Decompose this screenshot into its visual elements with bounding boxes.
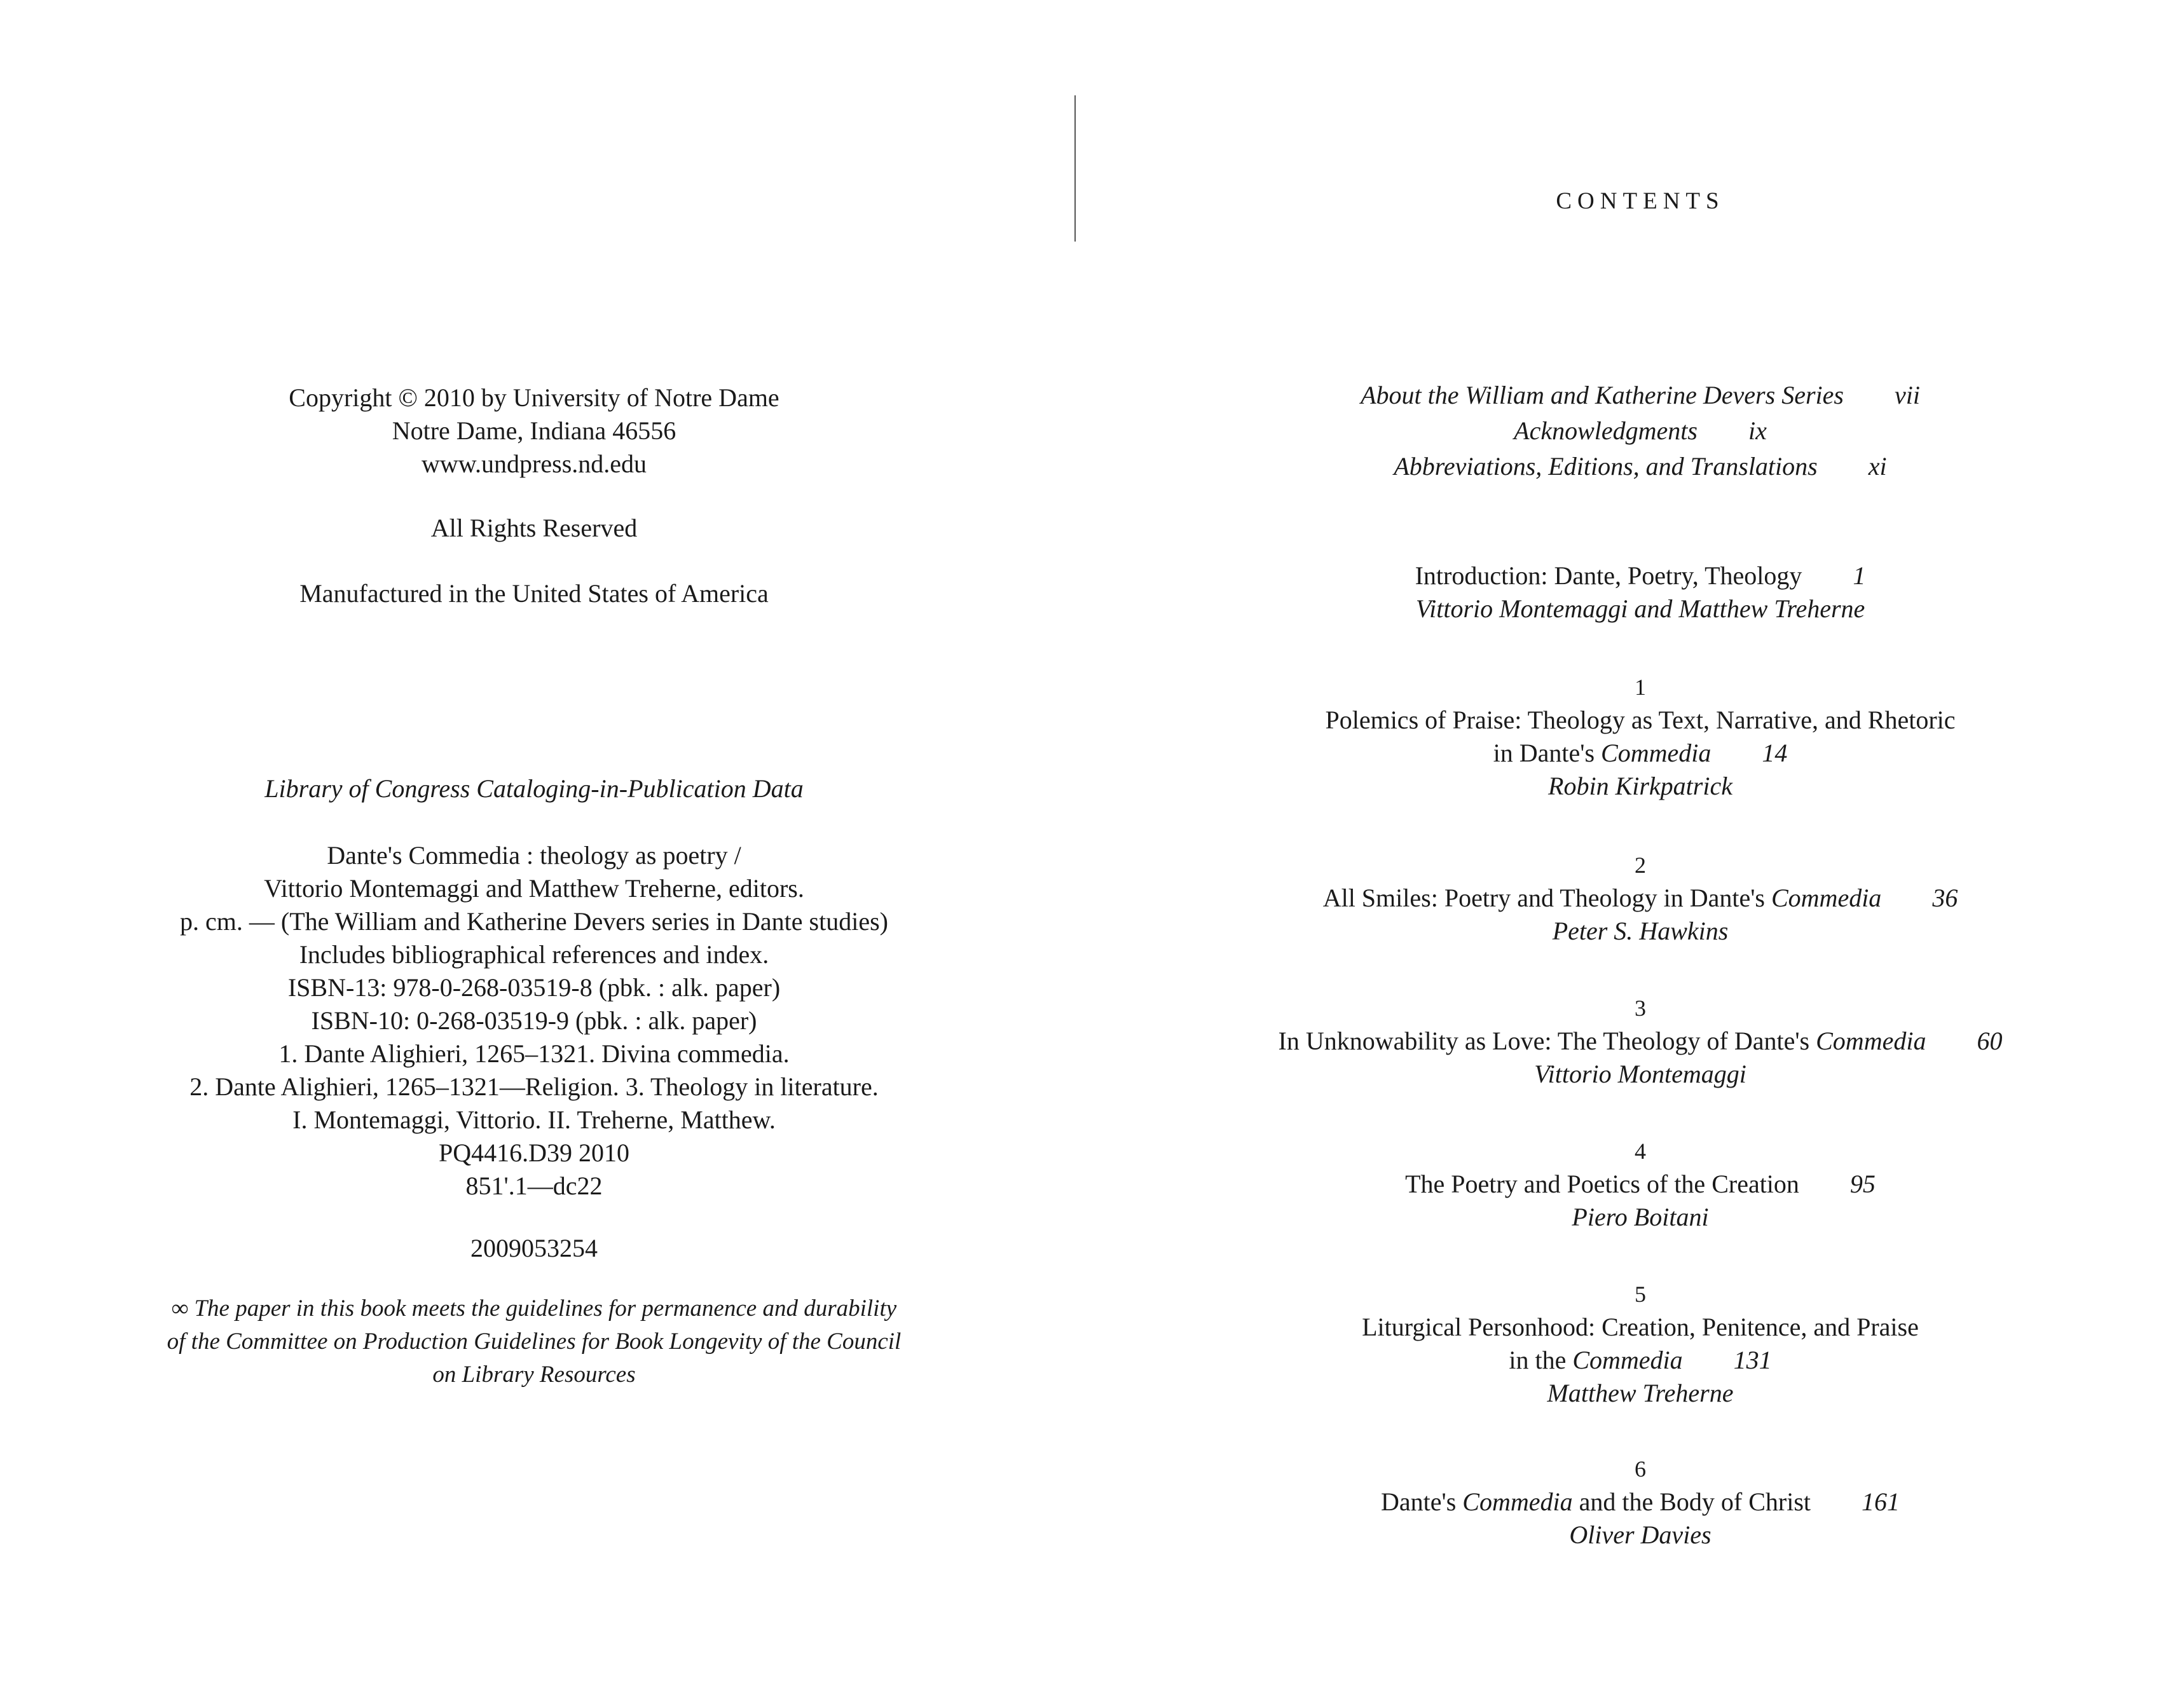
publisher-address: Notre Dame, Indiana 46556 <box>392 416 676 445</box>
contents-heading: CONTENTS <box>1556 188 1725 214</box>
publisher-website: www.undpress.nd.edu <box>421 449 647 478</box>
cip-line: 1. Dante Alighieri, 1265–1321. Divina commedia. <box>278 1039 790 1068</box>
paper-permanence-note <box>0 1292 1068 1391</box>
toc-author: Vittorio Montemaggi and Matthew Treherne <box>1415 594 1865 623</box>
toc-entry-chapter-4[interactable] <box>1081 1135 2161 1234</box>
toc-page-number: vii <box>1894 381 1920 409</box>
cip-line: 851'.1—dc22 <box>465 1172 603 1200</box>
toc-author: Oliver Davies <box>1569 1520 1712 1549</box>
toc-page-number: 131 <box>1733 1346 1772 1374</box>
toc-entry-chapter-1[interactable] <box>1081 671 2161 803</box>
toc-title-part: in the <box>1509 1346 1573 1374</box>
toc-title-italic: Commedia <box>1771 884 1882 912</box>
toc-title: Liturgical Personhood: Creation, Penitence, and Praise <box>1362 1313 1919 1341</box>
toc-author: Vittorio Montemaggi <box>1534 1060 1746 1088</box>
copyright-line: Copyright © 2010 by University of Notre Dame <box>289 383 779 412</box>
cip-line: p. cm. — (The William and Katherine Devers series in Dante studies) <box>180 907 888 936</box>
toc-entry-chapter-3[interactable] <box>1081 992 2161 1091</box>
cip-line: 2. Dante Alighieri, 1265–1321—Religion. 3. Theology in literature. <box>189 1072 879 1101</box>
toc-page-number: 95 <box>1849 1170 1876 1198</box>
toc-entry-front-matter[interactable] <box>1081 379 2161 412</box>
toc-title-part: in Dante's <box>1493 739 1602 767</box>
paper-note-line: ∞ The paper in this book meets the guidelines for permanence and durability <box>171 1295 897 1322</box>
toc-page-number: 14 <box>1762 739 1788 767</box>
chapter-number: 6 <box>1635 1456 1646 1482</box>
rights-text: All Rights Reserved <box>430 514 638 542</box>
toc-title-part: The Poetry and Poetics of the Creation <box>1405 1170 1799 1198</box>
toc-title-part: Dante's <box>1380 1487 1463 1516</box>
toc-title-part: and the Body of Christ <box>1572 1487 1811 1516</box>
toc-page-number: ix <box>1748 416 1767 445</box>
paper-note-line: on Library Resources <box>432 1362 636 1388</box>
toc-title-line <box>1081 1344 2161 1377</box>
cip-line: I. Montemaggi, Vittorio. II. Treherne, Matthew. <box>292 1105 776 1134</box>
toc-page-number: xi <box>1868 452 1887 481</box>
toc-author: Piero Boitani <box>1572 1203 1709 1231</box>
toc-entry-front-matter[interactable] <box>1081 414 2161 447</box>
lccn <box>0 1232 1068 1265</box>
toc-entry-front-matter[interactable] <box>1081 450 2161 483</box>
cip-heading-text: Library of Congress Cataloging-in-Publication Data <box>264 774 804 803</box>
chapter-number: 3 <box>1635 995 1646 1021</box>
toc-author: Robin Kirkpatrick <box>1548 772 1732 800</box>
chapter-number: 4 <box>1635 1138 1646 1164</box>
toc-title-italic: Commedia <box>1572 1346 1683 1374</box>
toc-entry-chapter-6[interactable] <box>1081 1452 2161 1552</box>
chapter-number: 2 <box>1635 852 1646 878</box>
chapter-number: 5 <box>1635 1281 1646 1307</box>
front-matter-list <box>1081 379 2161 483</box>
toc-title-italic: Commedia <box>1601 739 1712 767</box>
rights-reserved <box>0 512 1068 545</box>
contents-page <box>1081 0 2161 1708</box>
copyright-block <box>0 381 1068 481</box>
toc-entry-chapter-2[interactable] <box>1081 849 2161 948</box>
toc-title-line <box>1081 1168 2161 1201</box>
toc-entry-chapter-5[interactable] <box>1081 1278 2161 1410</box>
toc-entry-introduction[interactable] <box>1081 559 2161 625</box>
lccn-number: 2009053254 <box>470 1234 598 1262</box>
toc-title-part: All Smiles: Poetry and Theology in Dante's <box>1322 884 1771 912</box>
toc-title: Polemics of Praise: Theology as Text, Narrative, and Rhetoric <box>1325 706 1956 734</box>
toc-title-line <box>1081 737 2161 770</box>
toc-page-number: 60 <box>1977 1027 2003 1055</box>
paper-note-line: of the Committee on Production Guidelines for Book Longevity of the Council <box>167 1329 902 1355</box>
cip-line: Dante's Commedia : theology as poetry / <box>327 841 741 870</box>
cip-line: ISBN-10: 0-268-03519-9 (pbk. : alk. paper) <box>311 1006 757 1035</box>
cip-line: PQ4416.D39 2010 <box>438 1138 630 1167</box>
toc-page-number: 1 <box>1853 561 1866 590</box>
toc-title-line <box>1081 1486 2161 1519</box>
chapter-number: 1 <box>1635 674 1646 700</box>
toc-author: Peter S. Hawkins <box>1552 917 1729 945</box>
toc-title-line <box>1081 1025 2161 1058</box>
page-gutter-mark <box>1074 95 1076 242</box>
cip-line: ISBN-13: 978-0-268-03519-8 (pbk. : alk. paper) <box>287 973 781 1002</box>
toc-title-italic: Commedia <box>1816 1027 1926 1055</box>
toc-title-part: In Unknowability as Love: The Theology of Dante's <box>1278 1027 1816 1055</box>
cip-heading <box>0 772 1068 805</box>
toc-title-italic: Commedia <box>1462 1487 1573 1516</box>
manufactured-text: Manufactured in the United States of America <box>299 579 769 608</box>
toc-title: Abbreviations, Editions, and Translations <box>1394 452 1818 481</box>
toc-page-number: 161 <box>1862 1487 1900 1516</box>
copyright-page <box>0 0 1068 1708</box>
manufactured-notice <box>0 577 1068 610</box>
cip-line: Includes bibliographical references and index. <box>299 940 769 969</box>
cip-line: Vittorio Montemaggi and Matthew Treherne, editors. <box>264 874 804 903</box>
toc-page-number: 36 <box>1932 884 1958 912</box>
toc-title-line <box>1081 559 2161 592</box>
toc-title-line <box>1081 882 2161 915</box>
toc-author: Matthew Treherne <box>1547 1379 1734 1407</box>
cip-data <box>0 839 1068 1203</box>
toc-title: About the William and Katherine Devers Series <box>1361 381 1844 409</box>
toc-title: Introduction: Dante, Poetry, Theology <box>1415 561 1802 590</box>
toc-title: Acknowledgments <box>1514 416 1698 445</box>
